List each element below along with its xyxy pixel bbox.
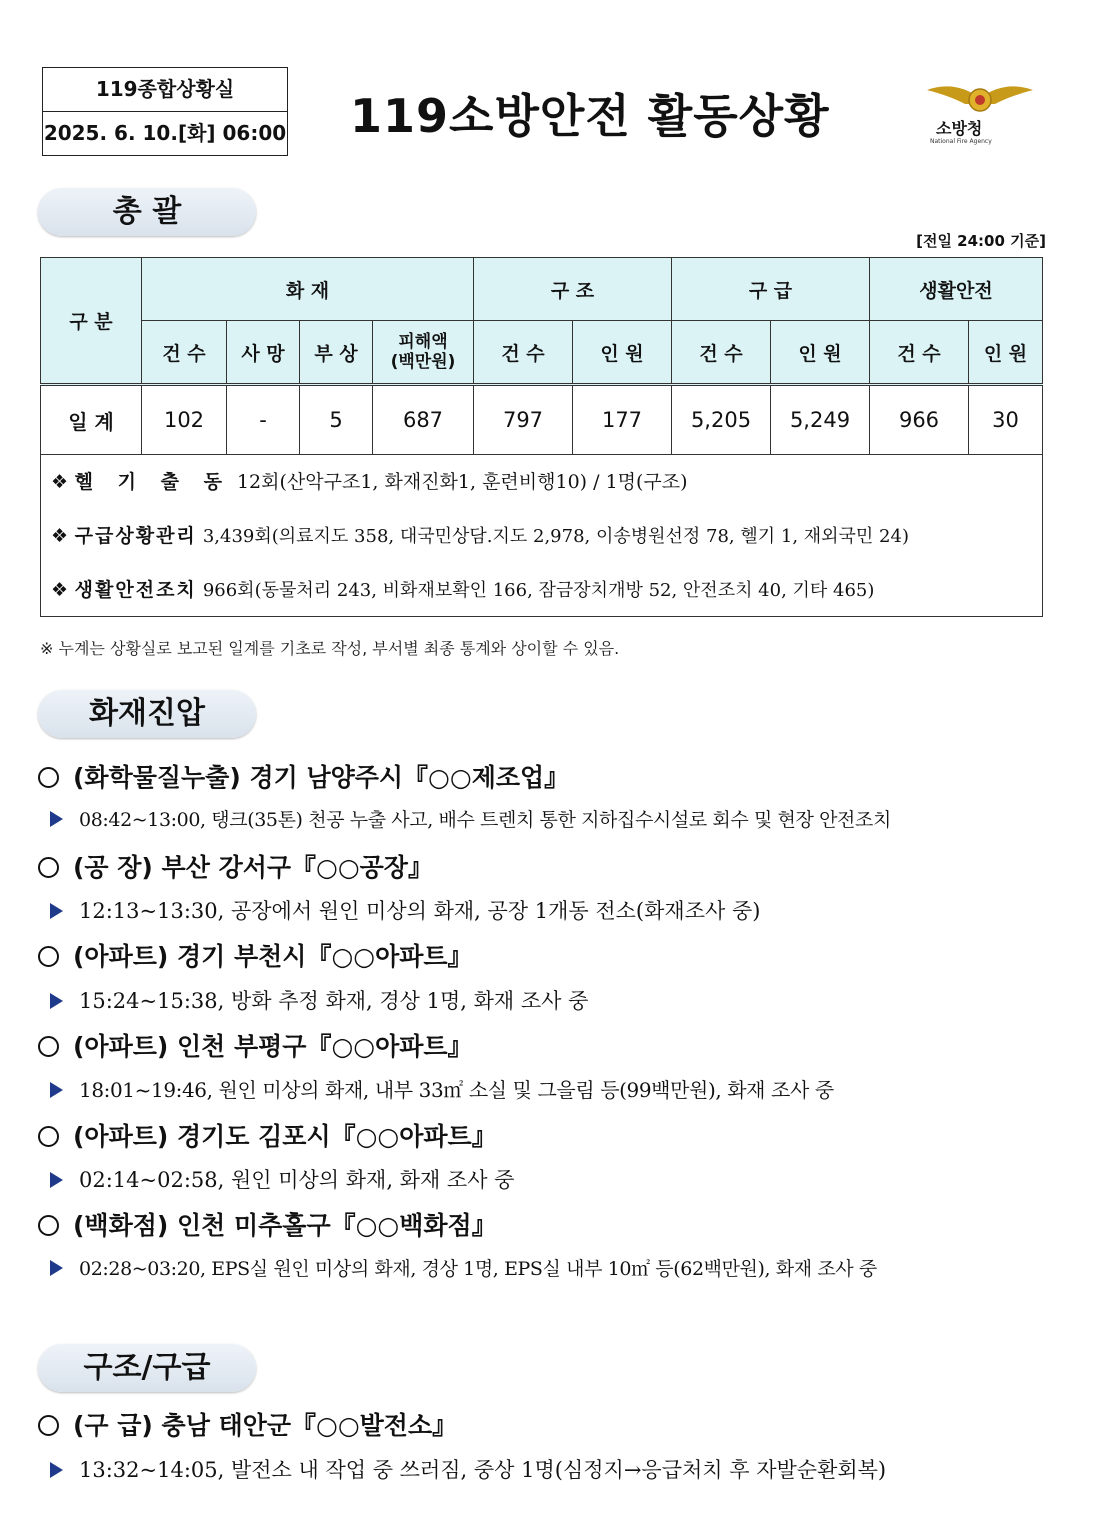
summary-table	[40, 257, 1043, 455]
subcol-header: 건 수	[672, 321, 771, 385]
incident-heading	[38, 1206, 497, 1242]
triangle-bullet-icon	[50, 1260, 63, 1276]
subcol-header: 인 원	[771, 321, 870, 385]
office-name: 119종합상황실	[95, 77, 235, 101]
incident-title: (아파트) 인천 부평구『○○아파트』	[73, 1032, 473, 1061]
group-fire: 화 재	[142, 258, 474, 321]
diamond-bullet-icon: ❖	[51, 471, 75, 493]
incident-text: 12:13~13:30, 공장에서 원인 미상의 화재, 공장 1개동 전소(화재조사 중)	[79, 899, 761, 923]
incident-text: 02:14~02:58, 원인 미상의 화재, 화재 조사 중	[79, 1168, 515, 1192]
circle-bullet-icon	[38, 767, 59, 788]
incident-detail	[50, 895, 760, 925]
table-cell: -	[227, 385, 300, 455]
table-cell: 5,249	[771, 385, 870, 455]
group-ems: 구 급	[672, 258, 870, 321]
circle-bullet-icon	[38, 1036, 59, 1057]
incident-text: 08:42~13:00, 탱크(35톤) 천공 누출 사고, 배수 트렌치 통한 지하집수시설로 회수 및 현장 안전조치	[79, 809, 891, 831]
incident-detail	[50, 805, 891, 832]
circle-bullet-icon	[38, 946, 59, 967]
section-title-summary: 총 괄	[38, 188, 256, 236]
subcol-header: 부 상	[300, 321, 373, 385]
note-label: 구급상황관리	[74, 525, 197, 547]
table-cell: 30	[969, 385, 1043, 455]
incident-title: (아파트) 경기도 김포시『○○아파트』	[73, 1122, 497, 1151]
basis-note: [전일 24:00 기준]	[916, 232, 1046, 250]
summary-notes-box	[40, 450, 1043, 617]
table-cell: 177	[573, 385, 672, 455]
subcol-header: 피해액 (백만원)	[373, 321, 474, 385]
group-safety: 생활안전	[870, 258, 1043, 321]
note-text: 12회(산악구조1, 화재진화1, 훈련비행10) / 1명(구조)	[236, 471, 688, 493]
subcol-header: 사 망	[227, 321, 300, 385]
triangle-bullet-icon	[50, 993, 63, 1009]
diamond-bullet-icon: ❖	[51, 525, 75, 547]
circle-bullet-icon	[38, 857, 59, 878]
circle-bullet-icon	[38, 1415, 59, 1436]
logo-subtext: National Fire Agency	[930, 138, 992, 145]
table-cell: 966	[870, 385, 969, 455]
incident-detail	[50, 1074, 834, 1103]
subcol-header: 인 원	[969, 321, 1043, 385]
table-cell: 102	[142, 385, 227, 455]
subcol-header: 건 수	[474, 321, 573, 385]
diamond-bullet-icon: ❖	[51, 579, 75, 601]
incident-heading	[38, 848, 433, 884]
table-cell: 5	[300, 385, 373, 455]
circle-bullet-icon	[38, 1215, 59, 1236]
subcol-header: 건 수	[870, 321, 969, 385]
section-title-rescue: 구조/구급	[38, 1344, 256, 1392]
note-label: 생활안전조치	[74, 579, 197, 601]
table-cell: 797	[474, 385, 573, 455]
incident-heading	[38, 1027, 473, 1063]
note-text: 966회(동물처리 243, 비화재보확인 166, 잠금장치개방 52, 안전조치 40, 기타 465)	[202, 580, 875, 601]
section-title-fire: 화재진압	[38, 690, 256, 738]
incident-detail	[50, 1254, 877, 1281]
page-title: 119소방안전 활동상황	[350, 89, 830, 143]
incident-title: (백화점) 인천 미추홀구『○○백화점』	[73, 1211, 497, 1240]
incident-heading	[38, 758, 569, 794]
note-text: 3,439회(의료지도 358, 대국민상담.지도 2,978, 이송병원선정 78, 헬기 1, 재외국민 24)	[202, 526, 909, 547]
incident-title: (구 급) 충남 태안군『○○발전소』	[73, 1411, 458, 1440]
logo-text: 소방청	[936, 119, 983, 138]
incident-detail	[50, 985, 588, 1015]
note-life-safety	[51, 575, 874, 602]
incident-detail	[50, 1454, 886, 1484]
report-datetime: 2025. 6. 10.[화] 06:00	[43, 111, 287, 155]
incident-text: 02:28~03:20, EPS실 원인 미상의 화재, 경상 1명, EPS실 내부 10㎡ 등(62백만원), 화재 조사 중	[79, 1258, 877, 1280]
subcol-header: 인 원	[573, 321, 672, 385]
table-cell: 687	[373, 385, 474, 455]
incident-heading	[38, 1406, 457, 1442]
incident-title: (화학물질누출) 경기 남양주시『○○제조업』	[73, 763, 570, 792]
circle-bullet-icon	[38, 1126, 59, 1147]
disclaimer: ※ 누계는 상황실로 보고된 일계를 기초로 작성, 부서별 최종 통계와 상이할 수 있음.	[40, 639, 620, 658]
note-label: 헬 기 출 동	[74, 471, 231, 493]
incident-heading	[38, 937, 473, 973]
note-ems-management	[51, 521, 909, 548]
incident-text: 15:24~15:38, 방화 추정 화재, 경상 1명, 화재 조사 중	[79, 989, 589, 1013]
triangle-bullet-icon	[50, 1172, 63, 1188]
incident-heading	[38, 1117, 497, 1153]
row-label: 일 계	[41, 385, 142, 455]
col-group-label: 구 분	[41, 258, 142, 385]
table-cell: 5,205	[672, 385, 771, 455]
note-helicopter	[51, 467, 688, 494]
group-rescue: 구 조	[474, 258, 672, 321]
incident-title: (공 장) 부산 강서구『○○공장』	[73, 853, 433, 882]
incident-text: 13:32~14:05, 발전소 내 작업 중 쓰러짐, 중상 1명(심정지→응급처치 후 자발순환회복)	[79, 1458, 887, 1482]
triangle-bullet-icon	[50, 1462, 63, 1478]
subcol-header: 건 수	[142, 321, 227, 385]
triangle-bullet-icon	[50, 811, 63, 827]
incident-title: (아파트) 경기 부천시『○○아파트』	[73, 942, 473, 971]
triangle-bullet-icon	[50, 903, 63, 919]
triangle-bullet-icon	[50, 1082, 63, 1098]
incident-detail	[50, 1164, 514, 1194]
incident-text: 18:01~19:46, 원인 미상의 화재, 내부 33㎡ 소실 및 그을림 등(99백만원), 화재 조사 중	[79, 1078, 834, 1102]
report-header-box	[42, 67, 288, 156]
